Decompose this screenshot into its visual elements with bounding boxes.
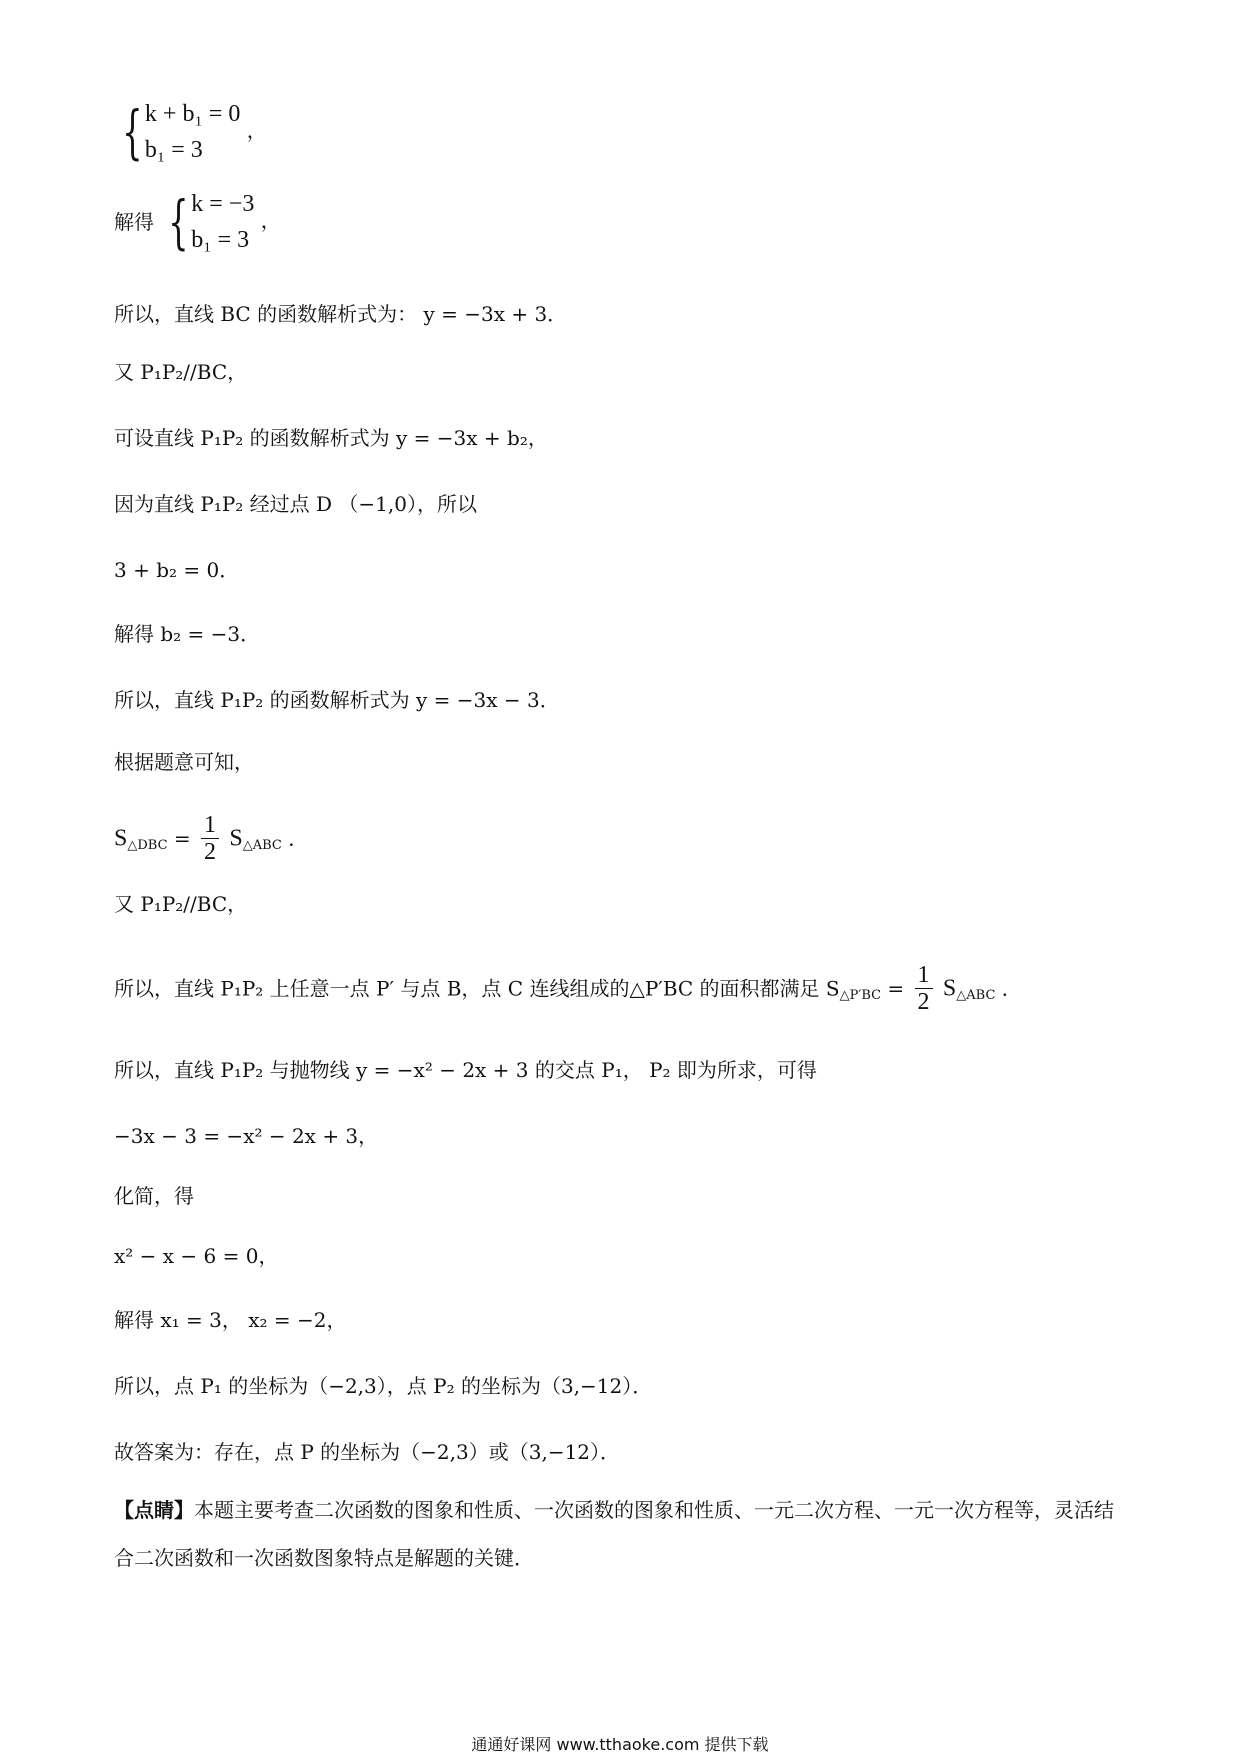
system2-tail: ，: [260, 208, 281, 233]
solution-line-18: 解得 x₁ = 3， x₂ = −2，: [114, 1308, 347, 1332]
system2-row1: k = −3: [191, 191, 255, 217]
comment-paragraph: [114, 1486, 1124, 1582]
area-equation-2: [114, 962, 1022, 1015]
system1-row2: b₁ = 3: [144, 137, 203, 163]
solution-line-19: 所以，点 P₁ 的坐标为（−2,3），点 P₂ 的坐标为（3,−12）．: [114, 1374, 653, 1398]
fraction-numerator: 1: [915, 962, 933, 989]
line13-equals: =: [887, 976, 911, 1001]
fraction-numerator: 1: [201, 812, 219, 839]
solution-line-15: −3x − 3 = −x² − 2x + 3，: [114, 1124, 379, 1148]
system1-row1: k + b₁ = 0: [144, 101, 241, 127]
comment-label: 【点睛】: [114, 1498, 194, 1522]
solution-line-14: 所以，直线 P₁P₂ 与抛物线 y = −x² − 2x + 3 的交点 P₁， P₂ 即为所求，可得: [114, 1058, 817, 1082]
equation-system-1: [114, 96, 267, 168]
solution-line-8: 解得 b₂ = −3．: [114, 622, 261, 646]
system1-tail: ，: [246, 118, 267, 143]
solution-line-7: 3 + b₂ = 0．: [114, 558, 240, 582]
equation-system-2: [114, 186, 281, 258]
area-s-left: S: [114, 825, 128, 852]
solution-line-10: 根据题意可知，: [114, 750, 254, 774]
brace-symbol: {: [122, 98, 143, 166]
area-tail: ．: [288, 826, 309, 851]
solution-line-4: 又 P₁P₂//BC，: [114, 360, 248, 384]
fraction-denominator: 2: [204, 839, 217, 865]
area-sub-left: △DBC: [127, 838, 168, 853]
solution-line-20: 故答案为：存在，点 P 的坐标为（−2,3）或（3,−12）．: [114, 1440, 621, 1464]
area-sub-right: △ABC: [242, 838, 282, 853]
solution-line-9: 所以，直线 P₁P₂ 的函数解析式为 y = −3x − 3．: [114, 688, 560, 712]
brace-symbol: {: [168, 188, 189, 256]
comment-text: 本题主要考查二次函数的图象和性质、一次函数的图象和性质、一元二次方程、一元一次方程等，灵活结合二次函数和一次函数图象特点是解题的关键．: [114, 1498, 1114, 1570]
system2-row2: b₁ = 3: [191, 227, 250, 253]
solution-line-3: 所以，直线 BC 的函数解析式为： y = −3x + 3．: [114, 302, 568, 326]
system2-prefix: 解得: [114, 210, 154, 234]
solution-line-17: x² − x − 6 = 0，: [114, 1244, 279, 1268]
line13-tail: ．: [1001, 976, 1022, 1001]
area-equation-1: [114, 812, 308, 865]
area-s-right: S: [229, 825, 243, 852]
line13-s: S: [942, 975, 957, 1002]
line13-sub2: △ABC: [956, 988, 996, 1003]
fraction-one-half: [201, 812, 219, 865]
area-equals: =: [173, 826, 198, 851]
page-footer: 通通好课网 www.tthaoke.com 提供下载: [471, 1735, 769, 1754]
line13-sub1: △P′BC: [839, 988, 882, 1003]
solution-line-12: 又 P₁P₂//BC，: [114, 892, 248, 916]
solution-line-5: 可设直线 P₁P₂ 的函数解析式为 y = −3x + b₂，: [114, 426, 548, 450]
solution-line-16: 化简，得: [114, 1184, 194, 1208]
solution-line-6: 因为直线 P₁P₂ 经过点 D （−1,0），所以: [114, 492, 477, 516]
line13-text: 所以，直线 P₁P₂ 上任意一点 P′ 与点 B，点 C 连线组成的△P′BC 的面积都满足 S: [114, 976, 840, 1001]
fraction-one-half-2: [915, 962, 933, 1015]
fraction-denominator: 2: [917, 989, 930, 1015]
